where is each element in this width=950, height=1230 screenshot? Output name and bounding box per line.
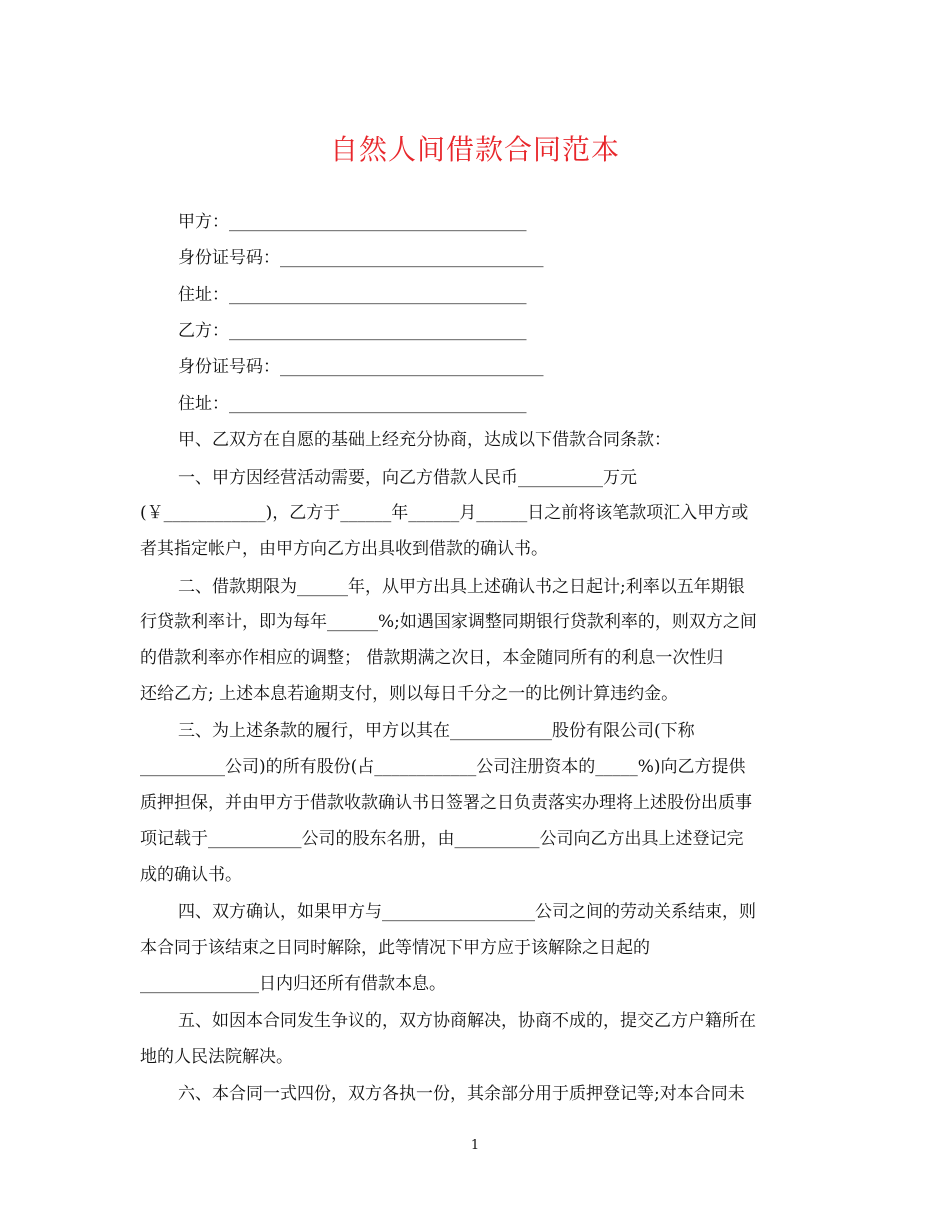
party-b-address-field xyxy=(178,392,527,416)
field-blank: ___________________________________ xyxy=(229,212,527,232)
clause-3-line: 三、为上述条款的履行，甲方以其在____________股份有限公司(下称 xyxy=(178,721,695,741)
field-label: 乙方： xyxy=(178,321,229,341)
clause-4-line: 本合同于该结束之日同时解除，此等情况下甲方应于该解除之日起的 xyxy=(140,938,650,958)
field-label: 住址： xyxy=(178,285,229,305)
clause-2-line: 的借款利率亦作相应的调整； 借款期满之次日，本金随同所有的利息一次性归 xyxy=(140,648,724,668)
clause-2-line: 行贷款利率计，即为每年______%;如遇国家调整同期银行贷款利率的，则双方之间 xyxy=(140,612,757,632)
party-a-id-field xyxy=(178,246,544,270)
field-blank: _______________________________ xyxy=(280,357,544,377)
field-label: 甲方： xyxy=(178,212,229,232)
clause-2-line: 还给乙方; 上述本息若逾期支付，则以每日千分之一的比例计算违约金。 xyxy=(140,684,679,704)
clause-5-line: 地的人民法院解决。 xyxy=(140,1047,293,1067)
field-label: 身份证号码： xyxy=(178,248,280,268)
clause-3-line: __________公司)的所有股份(占____________公司注册资本的_____%)向乙方提供 xyxy=(140,757,746,777)
field-blank: ___________________________________ xyxy=(229,394,527,414)
document-title: 自然人间借款合同范本 xyxy=(329,133,620,166)
clause-3-line: 质押担保，并由甲方于借款收款确认书日签署之日负责落实办理将上述股份出质事 xyxy=(140,793,752,813)
clause-4-line: 四、双方确认，如果甲方与__________________公司之间的劳动关系结束，则 xyxy=(178,902,756,922)
party-b-field xyxy=(178,319,527,343)
clause-1-line: 者其指定帐户，由甲方向乙方出具收到借款的确认书。 xyxy=(140,539,548,559)
clause-1-line: 一、甲方因经营活动需要，向乙方借款人民币__________万元 xyxy=(178,468,637,488)
field-blank: ___________________________________ xyxy=(229,285,527,305)
clause-3-line: 成的确认书。 xyxy=(140,865,242,885)
party-a-address-field xyxy=(178,283,527,307)
party-a-field xyxy=(178,210,527,234)
party-b-id-field xyxy=(178,355,544,379)
field-blank: _______________________________ xyxy=(280,248,544,268)
clause-4-line: ______________日内归还所有借款本息。 xyxy=(140,974,446,994)
field-label: 住址： xyxy=(178,394,229,414)
field-label: 身份证号码： xyxy=(178,357,280,377)
clause-2-line: 二、借款期限为______年，从甲方出具上述确认书之日起计;利率以五年期银 xyxy=(178,577,745,597)
field-blank: ___________________________________ xyxy=(229,321,527,341)
page-number: 1 xyxy=(470,1138,480,1153)
intro-paragraph: 甲、乙双方在自愿的基础上经充分协商，达成以下借款合同条款： xyxy=(178,430,671,450)
clause-1-line: (￥____________)，乙方于______年______月______日之前将该笔款项汇入甲方或 xyxy=(140,503,749,523)
clause-5-line: 五、如因本合同发生争议的，双方协商解决，协商不成的，提交乙方户籍所在 xyxy=(178,1011,756,1031)
clause-6-line: 六、本合同一式四份，双方各执一份，其余部分用于质押登记等;对本合同未 xyxy=(178,1084,745,1104)
clause-3-line: 项记载于___________公司的股东名册，由__________公司向乙方出具上述登记完 xyxy=(140,829,744,849)
